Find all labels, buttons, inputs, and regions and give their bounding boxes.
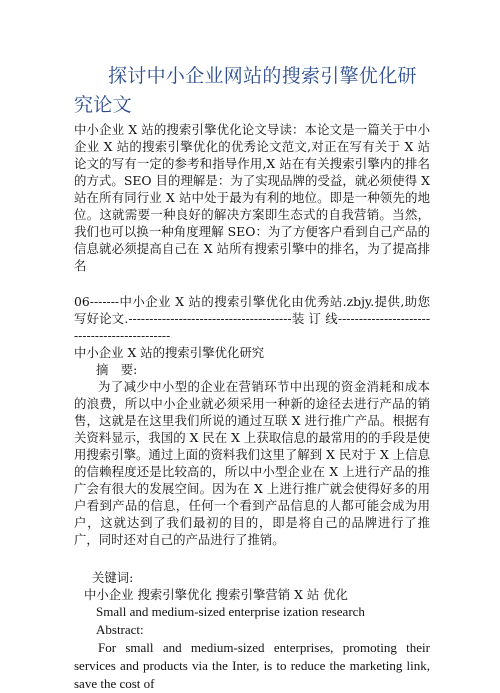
- keywords-label: 关键词:: [92, 570, 134, 585]
- download-notice-line: 06-------中小企业 X 站的搜索引擎优化由优秀站.zbjy.提供,助您写好论文.---------------------------------------装 订 线---------------------------------------------: [74, 294, 430, 343]
- sub-title: 中小企业 X 站的搜索引擎优化研究: [74, 345, 265, 360]
- english-title: Small and medium-sized enterprise ization research: [96, 604, 365, 619]
- page-title: 探讨中小企业网站的搜索引擎优化研究论文: [74, 65, 417, 116]
- english-abstract-label: Abstract:: [96, 622, 144, 637]
- abstract-body: 为了减少中小型的企业在营销环节中出现的资金消耗和成本的浪费，所以中小企业就必须采用一种新的途径去进行产品的销售，这就是在这里我们所说的通过互联 X 进行推广产品。根据有关资料显示，我国的 X 民在 X 上获取信息的最常用的的手段是使用搜索引擎。通过上面的资料我们这里了解到 X 民对于 X 上信息的信赖程度还是比较高的，所以中小型企业在 X 上进行产品的推广会有很大的发展空间。因为在 X 上进行推广就会使得好多的用户看到产品的信息，任何一个看到产品信息的人都可能会成为用户，这就达到了我们最初的目的，即是将自己的品牌进行了推广，同时还对自己的产品进行了推销。: [74, 379, 430, 547]
- english-abstract-body: For small and medium-sized enterprises, promoting their services and products via the Inter, is to reduce the marketing link, save the cost of: [74, 640, 430, 691]
- abstract-label: 摘 要:: [96, 362, 138, 377]
- intro-paragraph: 中小企业 X 站的搜索引擎优化论文导读：本论文是一篇关于中小企业 X 站的搜索引擎优化的优秀论文范文,对正在写有关于 X 站论文的写有一定的参考和指导作用,X 站在有关搜索引擎内的排名的方式。SEO 目的理解是：为了实现品牌的受益，就必须使得 X 站在所有同行业 X 站中处于最为有利的地位。即是一种领先的地位。这就需要一种良好的解决方案即生态式的自我营销。当然，我们也可以换一种角度理解 SEO：为了方便客户看到自己产品的信息就必须提高自己在 X 站所有搜索引擎中的排名，为了提高排名: [74, 122, 430, 273]
- keywords-list: 中小企业 搜索引擎优化 搜索引擎营销 X 站 优化: [84, 587, 348, 602]
